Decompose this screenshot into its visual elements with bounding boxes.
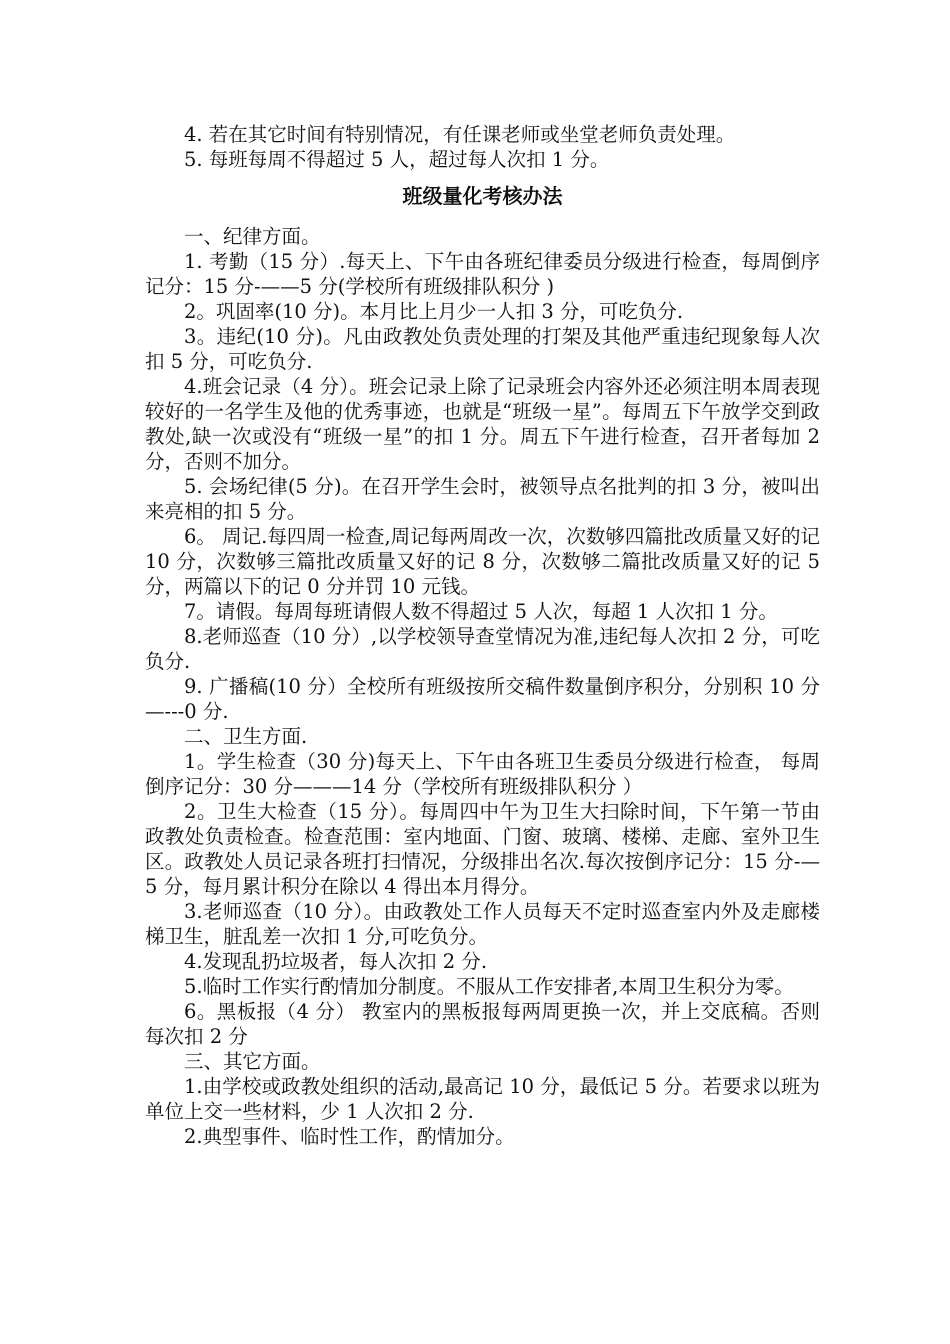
- paragraph: 5.临时工作实行酌情加分制度。不服从工作安排者,本周卫生积分为零。: [184, 975, 794, 998]
- paragraph: 二、卫生方面.: [184, 725, 308, 748]
- document-title: 班级量化考核办法: [402, 184, 563, 208]
- paragraph: 4. 若在其它时间有特别情况，有任课老师或坐堂老师负责处理。: [184, 123, 736, 146]
- paragraph: 2。卫生大检查（15 分）。每周四中午为卫生大扫除时间，下午第一节由政教处负责检查。检查范围：室内地面、门窗、玻璃、楼梯、走廊、室外卫生区。政教处人员记录各班打扫情况，分级排出名次.每次按倒序记分：15 分-—5 分，每月累计积分在除以 4 得出本月得分。: [145, 800, 820, 898]
- paragraph: 2.典型事件、临时性工作，酌情加分。: [184, 1125, 515, 1148]
- paragraph: 4.班会记录（4 分）。班会记录上除了记录班会内容外还必须注明本周表现较好的一名学生及他的优秀事迹，也就是“班级一星”。每周五下午放学交到政教处,缺一次或没有“班级一星”的扣 1 分。周五下午进行检查，召开者每加 2 分，否则不加分。: [145, 375, 820, 473]
- body-paragraphs: [145, 224, 820, 1149]
- paragraph: 三、其它方面。: [184, 1050, 321, 1073]
- paragraph: 5. 每班每周不得超过 5 人，超过每人次扣 1 分。: [184, 148, 610, 171]
- paragraph: 3.老师巡查（10 分）。由政教处工作人员每天不定时巡查室内外及走廊楼梯卫生，脏乱差一次扣 1 分,可吃负分。: [145, 900, 820, 948]
- document-page: [145, 122, 820, 1149]
- paragraph: 3。违纪(10 分)。凡由政教处负责处理的打架及其他严重违纪现象每人次扣 5 分，可吃负分.: [145, 325, 820, 373]
- paragraph: 6。 周记.每四周一检查,周记每两周改一次，次数够四篇批改质量又好的记 10 分，次数够三篇批改质量又好的记 8 分，次数够二篇批改质量又好的记 5 分，两篇以下的记 0 分并罚 10 元钱。: [145, 525, 820, 598]
- paragraph: 2。巩固率(10 分)。本月比上月少一人扣 3 分，可吃负分.: [184, 300, 684, 323]
- paragraph: 7。请假。每周每班请假人数不得超过 5 人次，每超 1 人次扣 1 分。: [184, 600, 778, 623]
- paragraph: 5. 会场纪律(5 分)。在召开学生会时，被领导点名批判的扣 3 分，被叫出来亮相的扣 5 分。: [145, 475, 820, 523]
- paragraph: 4.发现乱扔垃圾者，每人次扣 2 分.: [184, 950, 488, 973]
- paragraph: 一、纪律方面。: [184, 225, 321, 248]
- paragraph: 6。黑板报（4 分） 教室内的黑板报每两周更换一次，并上交底稿。否则每次扣 2 分: [145, 1000, 820, 1048]
- paragraph: 8.老师巡查（10 分）,以学校领导查堂情况为准,违纪每人次扣 2 分，可吃负分.: [145, 625, 820, 673]
- paragraph: 9. 广播稿(10 分）全校所有班级按所交稿件数量倒序积分，分别积 10 分—---0 分.: [145, 675, 820, 723]
- paragraph: 1. 考勤（15 分）.每天上、下午由各班纪律委员分级进行检查，每周倒序记分：15 分-——5 分(学校所有班级排队积分 ): [145, 250, 820, 298]
- paragraph: 1.由学校或政教处组织的活动,最高记 10 分，最低记 5 分。若要求以班为单位上交一些材料，少 1 人次扣 2 分.: [145, 1075, 820, 1123]
- paragraph: 1。学生检查（30 分)每天上、下午由各班卫生委员分级进行检查， 每周倒序记分：30 分———14 分（学校所有班级排队积分 ）: [145, 750, 820, 798]
